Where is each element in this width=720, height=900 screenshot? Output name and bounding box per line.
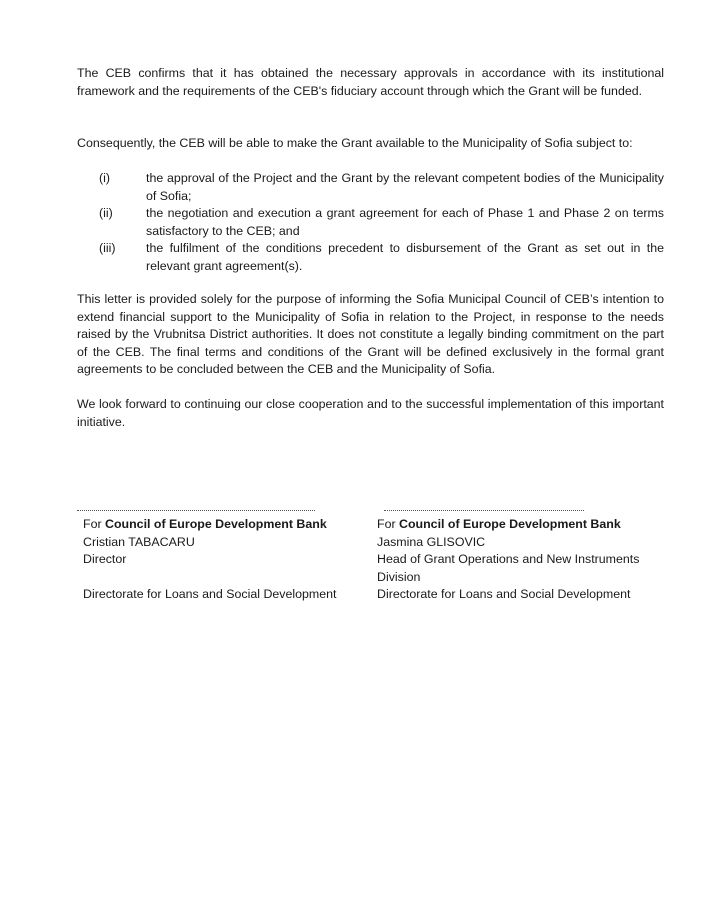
paragraph-closing: We look forward to continuing our close cooperation and to the successful implementation of this important initiative. bbox=[77, 397, 664, 429]
condition-number: (iii) bbox=[99, 241, 116, 255]
signature-line bbox=[77, 510, 315, 512]
paragraph-disclaimer: This letter is provided solely for the purpose of informing the Sofia Municipal Council of CEB’s intention to extend financial support to the Municipality of Sofia in relation to the Project, in response to the needs raised by the Vrubnitsa District authorities. It does not constitute a legally binding commitment on the part of the CEB. The final terms and conditions of the Grant will be defined exclusively in the formal grant agreements to be concluded between the CEB and the Municipality of Sofia. bbox=[77, 292, 664, 377]
condition-number: (ii) bbox=[99, 206, 113, 220]
condition-text: the negotiation and execution a grant agreement for each of Phase 1 and Phase 2 on terms satisfactory to the CEB; and bbox=[146, 206, 664, 238]
signature-line bbox=[384, 510, 584, 512]
signatory-directorate: Directorate for Loans and Social Development bbox=[377, 587, 631, 601]
institution-name: Council of Europe Development Bank bbox=[105, 517, 327, 531]
for-prefix: For bbox=[377, 517, 400, 531]
for-prefix: For bbox=[83, 517, 106, 531]
condition-item-2 bbox=[77, 205, 664, 241]
signatory-name: Cristian TABACARU bbox=[83, 535, 195, 549]
signatory-title-continued: Division bbox=[377, 570, 421, 584]
signatory-title: Director bbox=[83, 552, 127, 566]
condition-item-1 bbox=[77, 170, 664, 206]
institution-name: Council of Europe Development Bank bbox=[399, 517, 621, 531]
signatory-title: Head of Grant Operations and New Instruments bbox=[377, 552, 640, 566]
condition-item-3 bbox=[77, 240, 664, 276]
condition-text: the approval of the Project and the Grant by the relevant competent bodies of the Municipality of Sofia; bbox=[146, 171, 664, 203]
condition-number: (i) bbox=[99, 171, 111, 185]
paragraph-consequently: Consequently, the CEB will be able to make the Grant available to the Municipality of Sofia subject to: bbox=[77, 136, 633, 150]
signatory-institution bbox=[83, 516, 327, 534]
condition-text: the fulfilment of the conditions precedent to disbursement of the Grant as set out in the relevant grant agreement(s). bbox=[146, 241, 664, 273]
signatory-institution bbox=[377, 516, 621, 534]
signature-block-right bbox=[377, 510, 677, 610]
signatory-name: Jasmina GLISOVIC bbox=[377, 535, 486, 549]
signatory-directorate: Directorate for Loans and Social Development bbox=[83, 587, 337, 601]
paragraph-approvals: The CEB confirms that it has obtained the necessary approvals in accordance with its institutional framework and the requirements of the CEB's fiduciary account through which the Grant will be funded. bbox=[77, 66, 664, 98]
signature-block-left bbox=[83, 510, 363, 610]
